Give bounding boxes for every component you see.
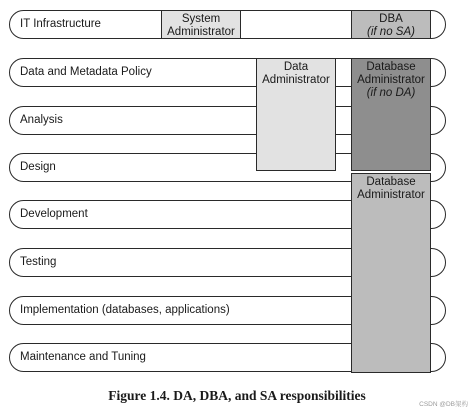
row-label: Testing: [20, 256, 57, 268]
data-administrator-box: [256, 58, 336, 171]
row-label: Maintenance and Tuning: [20, 351, 146, 363]
row-label: Design: [20, 161, 56, 173]
row-label: IT Infrastructure: [20, 18, 101, 30]
role-line: Database: [366, 176, 416, 188]
role-line: Database: [366, 61, 416, 73]
database-administrator-box: [351, 173, 431, 373]
role-line: Data: [283, 61, 309, 73]
row-label: Analysis: [20, 114, 63, 126]
role-line: System: [181, 13, 221, 25]
row-label: Data and Metadata Policy: [20, 66, 152, 78]
dba-if-no-sa-box: [351, 10, 431, 39]
system-administrator-box: [161, 10, 241, 39]
role-line: Administrator: [357, 189, 425, 201]
role-line: DBA: [379, 13, 403, 25]
watermark: CSDN @DB架构: [419, 401, 468, 408]
role-note: (if no DA): [366, 87, 416, 99]
role-line: Administrator: [357, 74, 425, 86]
row-label: Development: [20, 208, 88, 220]
dba-if-no-da-box: [351, 58, 431, 171]
role-line: Administrator: [167, 26, 235, 38]
row-label: Implementation (databases, applications): [20, 304, 230, 316]
role-note: (if no SA): [367, 26, 415, 38]
figure-caption: Figure 1.4. DA, DBA, and SA responsibilities: [108, 388, 366, 403]
role-line: Administrator: [262, 74, 330, 86]
